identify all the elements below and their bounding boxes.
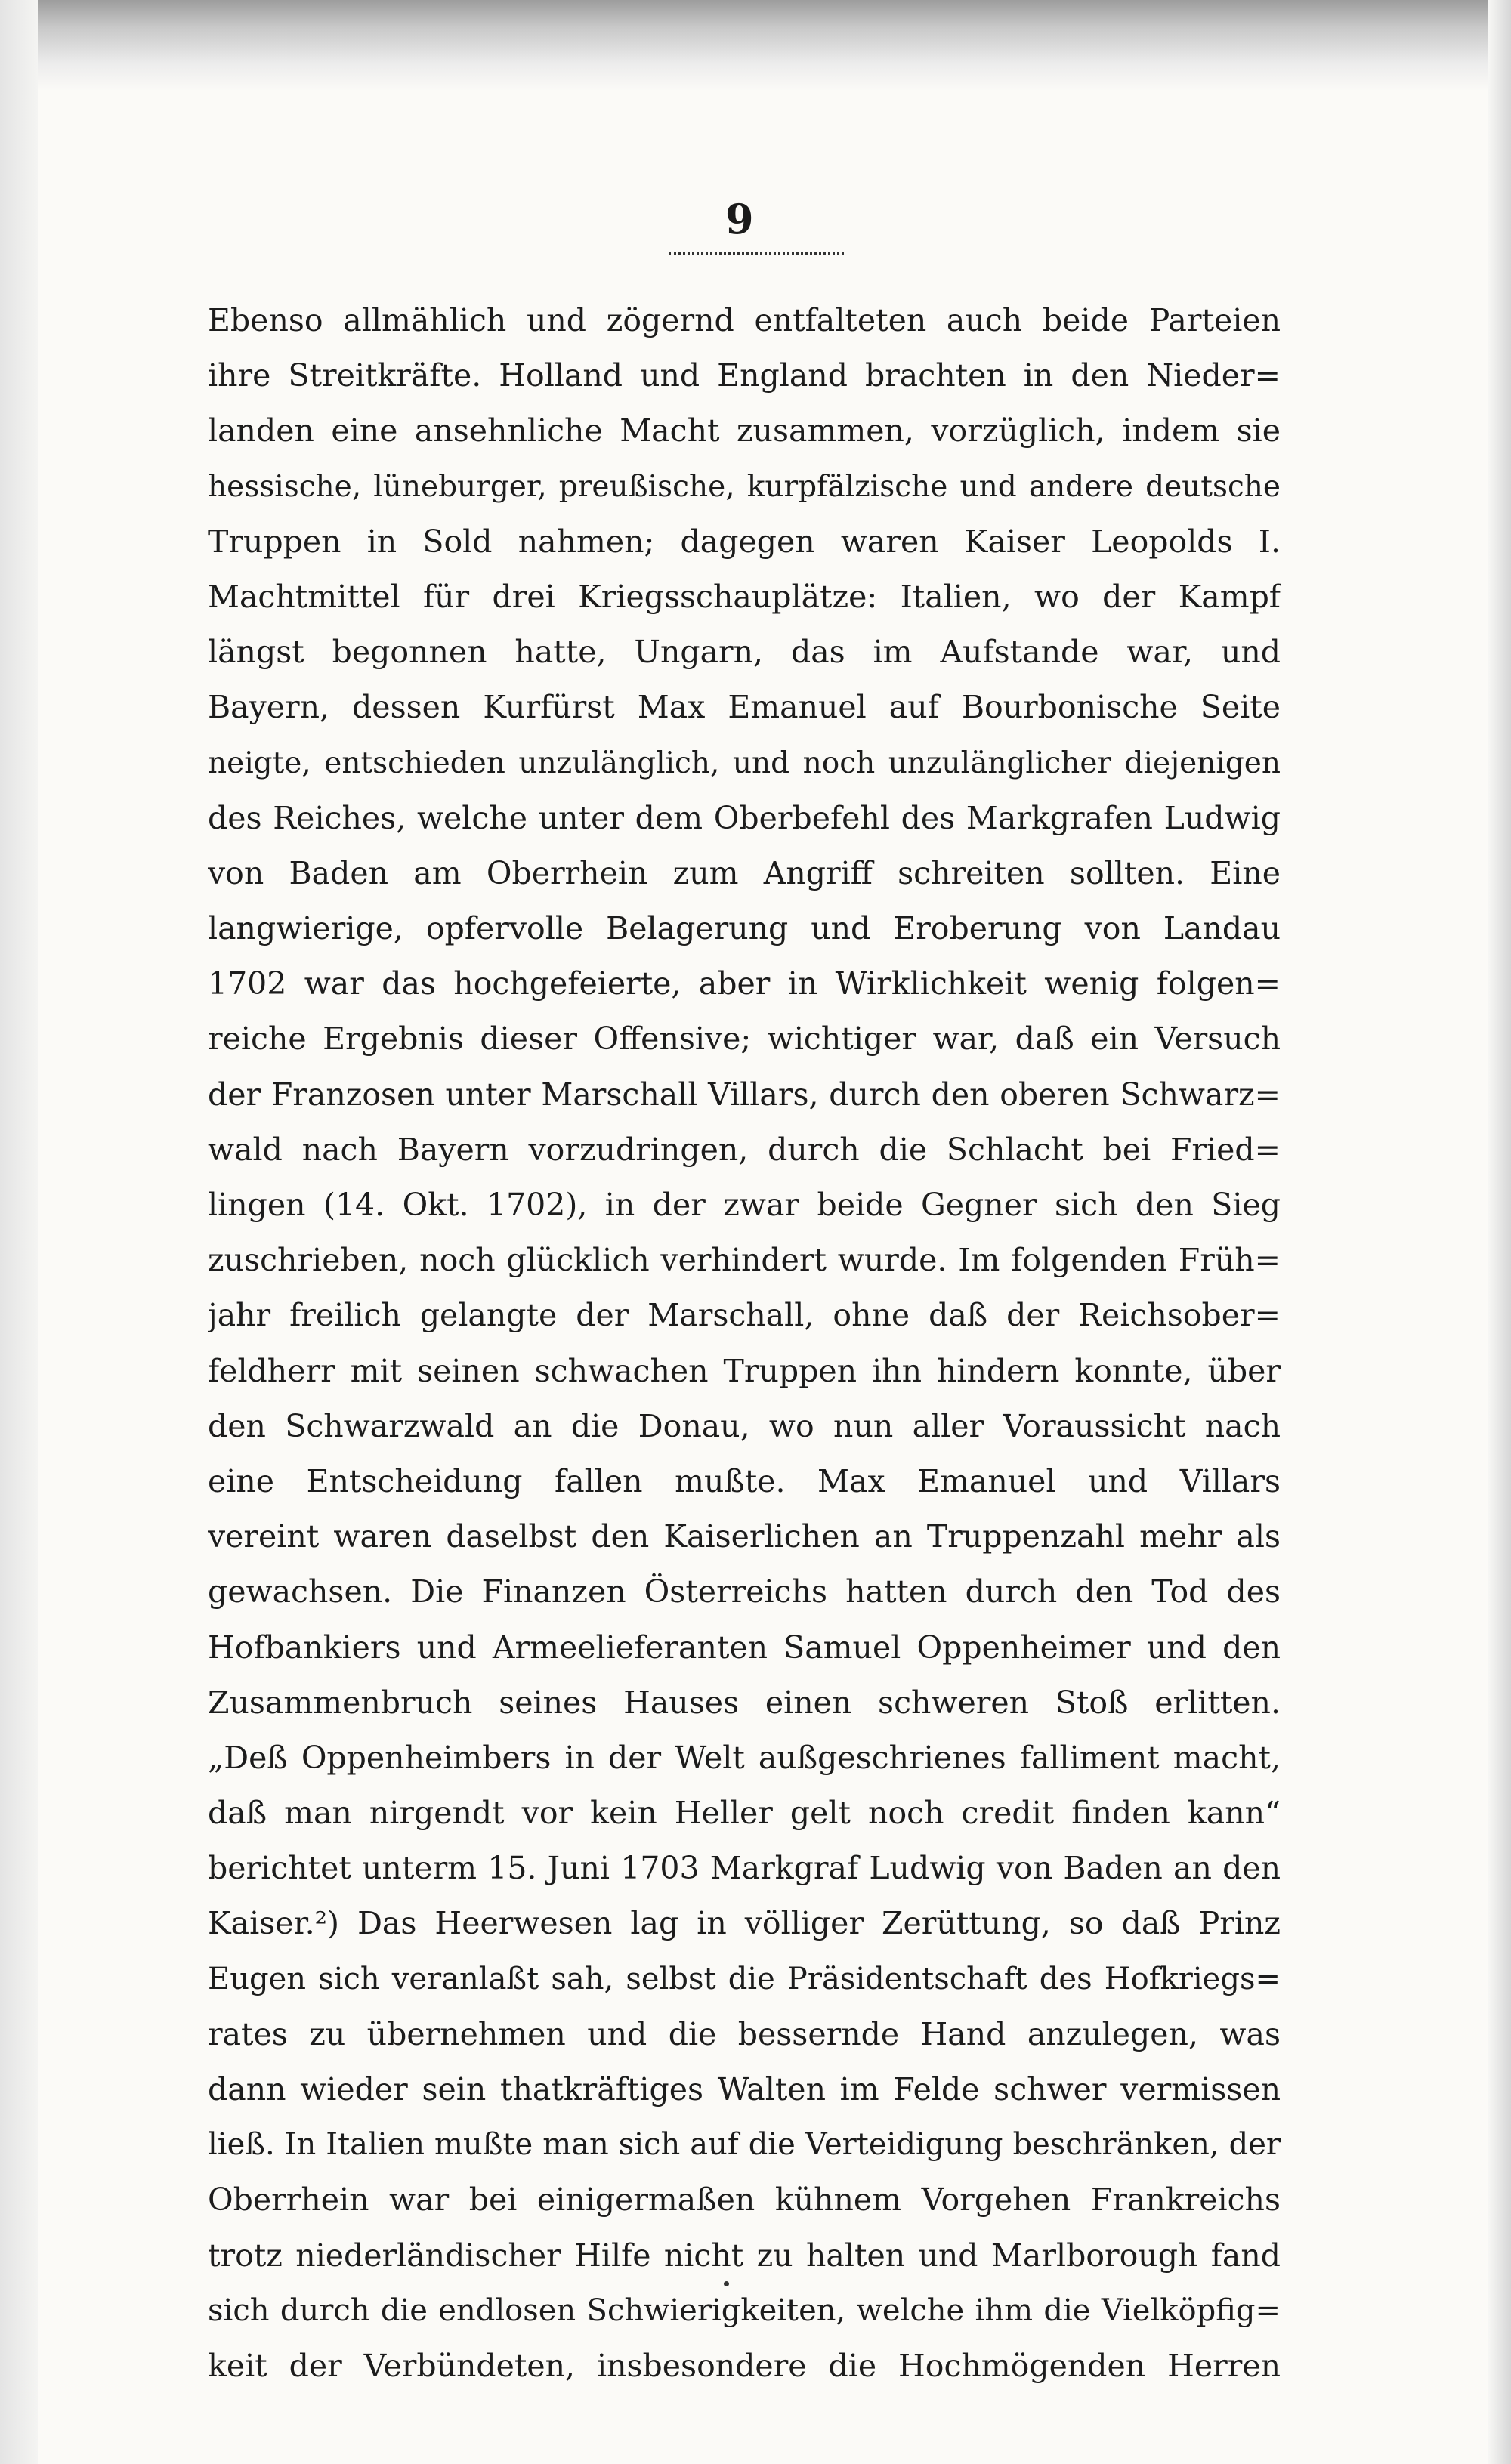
ink-speck xyxy=(724,2281,729,2286)
text-line: zuschrieben, noch glücklich verhindert wurde. Im folgenden Früh= xyxy=(208,1242,1281,1279)
text-line: langwierige, opfervolle Belagerung und Eroberung von Landau xyxy=(208,910,1281,947)
page-number-rule xyxy=(669,248,844,255)
text-line: Eugen sich veranlaßt sah, selbst die Präsidentschaft des Hofkriegs= xyxy=(208,1961,1281,1996)
text-line: längst begonnen hatte, Ungarn, das im Aufstande war, und xyxy=(208,634,1281,671)
scan-shadow-left xyxy=(0,0,38,2464)
text-line: keit der Verbündeten, insbesondere die Hochmögenden Herren xyxy=(208,2347,1281,2384)
text-line: hessische, lüneburger, preußische, kurpfälzische und andere deutsche xyxy=(208,469,1281,504)
text-line: den Schwarzwald an die Donau, wo nun aller Voraussicht nach xyxy=(208,1407,1281,1444)
text-line: neigte, entschieden unzulänglich, und noch unzulänglicher diejenigen xyxy=(208,746,1281,780)
text-line: vereint waren daselbst den Kaiserlichen an Truppenzahl mehr als xyxy=(208,1518,1281,1555)
text-line: Hofbankiers und Armeelieferanten Samuel Oppenheimer und den xyxy=(208,1629,1281,1666)
text-line: dann wieder sein thatkräftiges Walten im Felde schwer vermissen xyxy=(208,2071,1281,2107)
text-line: trotz niederländischer Hilfe nicht zu halten und Marlborough fand xyxy=(208,2237,1281,2274)
text-line: berichtet unterm 15. Juni 1703 Markgraf Ludwig von Baden an den xyxy=(208,1850,1281,1887)
text-line: rates zu übernehmen und die bessernde Hand anzulegen, was xyxy=(208,2015,1281,2052)
text-line: Truppen in Sold nahmen; dagegen waren Kaiser Leopolds I. xyxy=(208,523,1281,560)
text-line: feldherr mit seinen schwachen Truppen ihn hindern konnte, über xyxy=(208,1352,1281,1389)
text-line: Kaiser.²) Das Heerwesen lag in völliger Zerüttung, so daß Prinz xyxy=(208,1905,1281,1942)
text-line: sich durch die endlosen Schwierigkeiten, welche ihm die Vielköpfig= xyxy=(208,2293,1281,2328)
body-text xyxy=(208,293,1281,2394)
scan-shadow-top xyxy=(0,0,1511,91)
text-line: „Deß Oppenheimbers in der Welt außgeschrienes falliment macht, xyxy=(208,1739,1281,1776)
text-line: von Baden am Oberrhein zum Angriff schreiten sollten. Eine xyxy=(208,854,1281,891)
page-number: 9 xyxy=(725,195,754,243)
text-line: landen eine ansehnliche Macht zusammen, vorzüglich, indem sie xyxy=(208,412,1281,449)
text-line: daß man nirgendt vor kein Heller gelt noch credit finden kann“ xyxy=(208,1795,1281,1832)
text-line: ihre Streitkräfte. Holland und England brachten in den Nieder= xyxy=(208,357,1281,394)
scan-shadow-right xyxy=(1488,0,1511,2464)
text-line: reiche Ergebnis dieser Offensive; wichtiger war, daß ein Versuch xyxy=(208,1020,1281,1058)
text-line: ließ. In Italien mußte man sich auf die Verteidigung beschränken, der xyxy=(208,2127,1281,2163)
text-line: wald nach Bayern vorzudringen, durch die Schlacht bei Fried= xyxy=(208,1131,1281,1168)
text-line: 1702 war das hochgefeierte, aber in Wirklichkeit wenig folgen= xyxy=(208,965,1281,1002)
text-line: Machtmittel für drei Kriegsschauplätze: Italien, wo der Kampf xyxy=(208,578,1281,615)
text-line: lingen (14. Okt. 1702), in der zwar beide Gegner sich den Sieg xyxy=(208,1187,1281,1223)
text-line: Oberrhein war bei einigermaßen kühnem Vorgehen Frankreichs xyxy=(208,2181,1281,2219)
text-line: eine Entscheidung fallen mußte. Max Emanuel und Villars xyxy=(208,1462,1281,1499)
text-line: Ebenso allmählich und zögernd entfalteten auch beide Parteien xyxy=(208,302,1281,338)
text-line: Zusammenbruch seines Hauses einen schweren Stoß erlitten. xyxy=(208,1684,1281,1721)
text-line: gewachsen. Die Finanzen Österreichs hatten durch den Tod des xyxy=(208,1573,1281,1610)
text-line: der Franzosen unter Marschall Villars, durch den oberen Schwarz= xyxy=(208,1076,1281,1113)
text-line: Bayern, dessen Kurfürst Max Emanuel auf Bourbonische Seite xyxy=(208,689,1281,726)
text-line: jahr freilich gelangte der Marschall, ohne daß der Reichsober= xyxy=(208,1297,1281,1334)
text-line: des Reiches, welche unter dem Oberbefehl des Markgrafen Ludwig xyxy=(208,799,1281,836)
